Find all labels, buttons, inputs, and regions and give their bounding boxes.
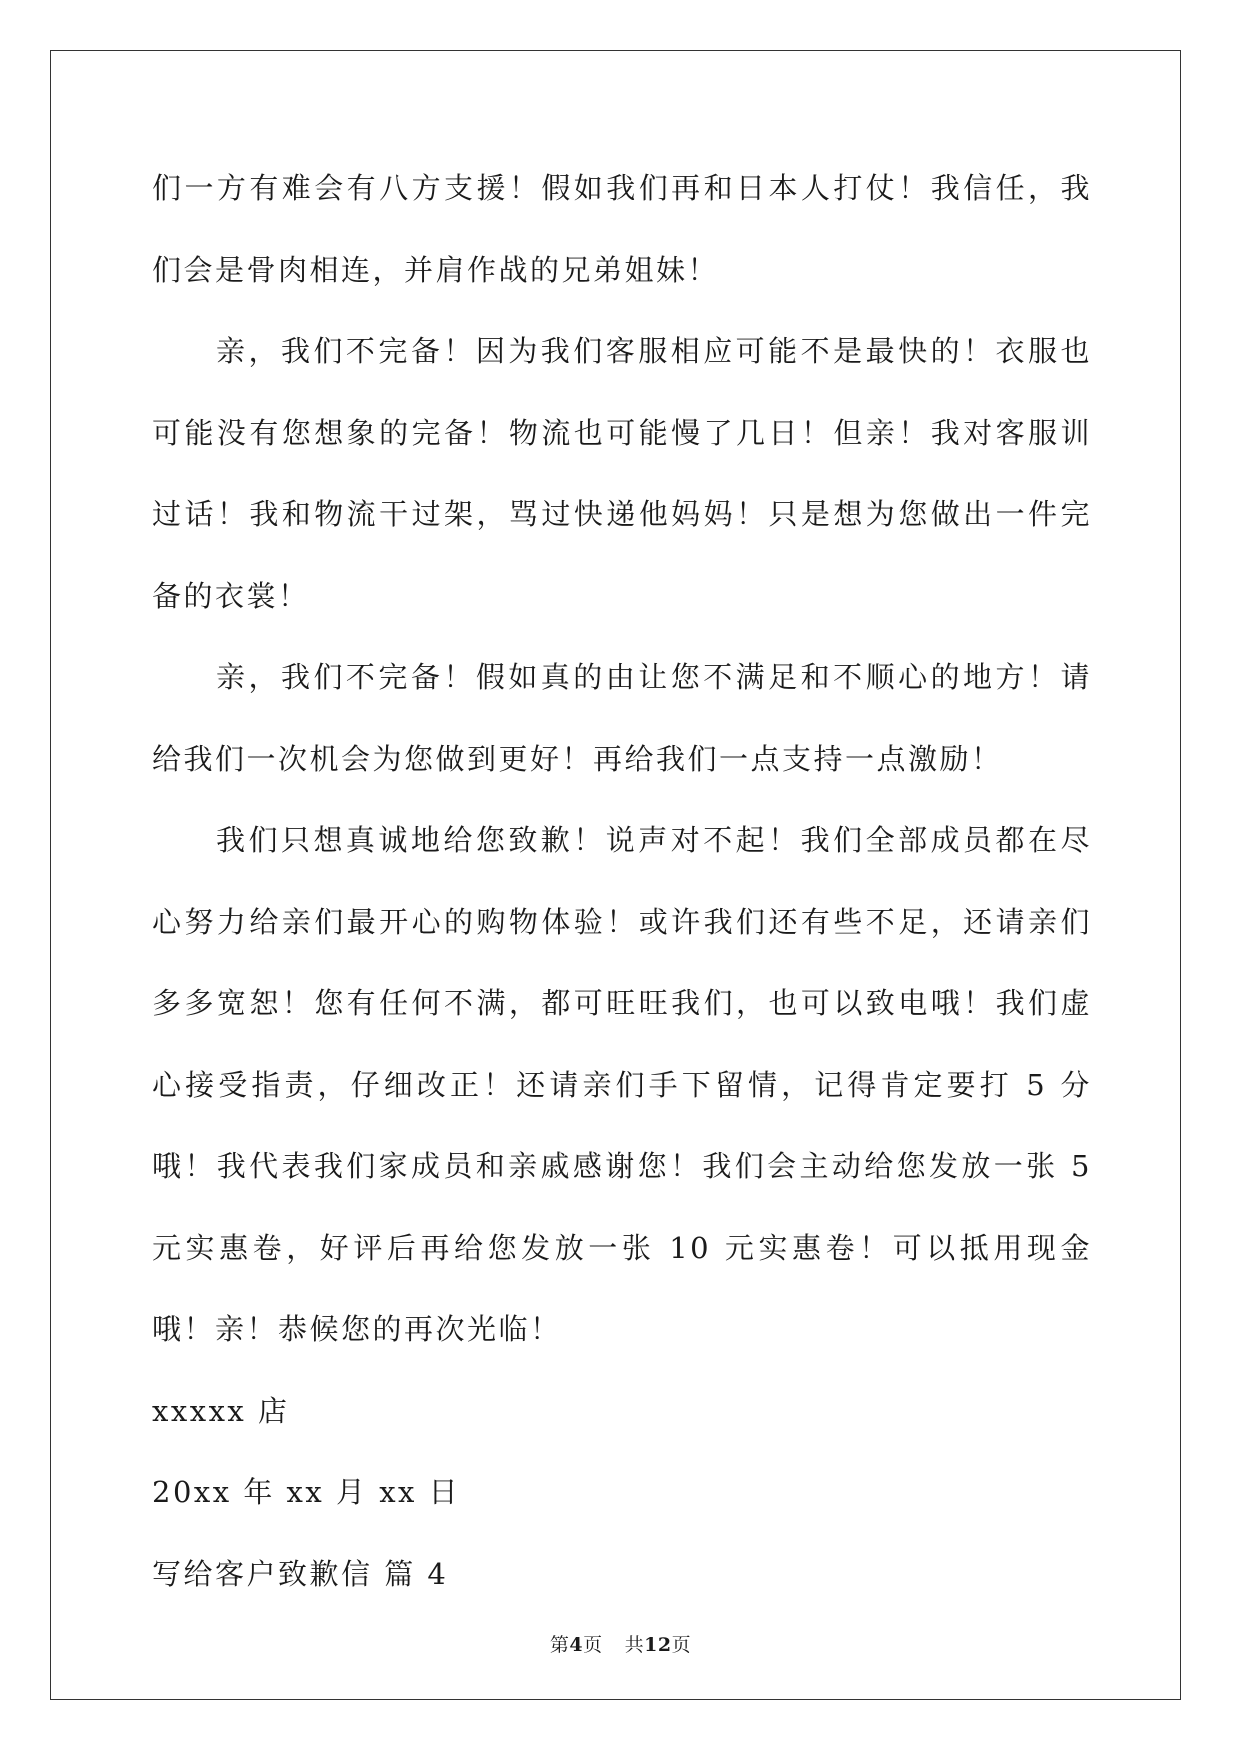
signature-date: 20xx 年 xx 月 xx 日 bbox=[152, 1475, 461, 1509]
signature-store: xxxxx 店 bbox=[152, 1393, 290, 1428]
footer-total-suffix: 页 bbox=[671, 1634, 692, 1656]
footer-total-prefix: 共 bbox=[624, 1634, 645, 1656]
paragraph-1: 们一方有难会有八方支援！假如我们再和日本人打仗！我信任，我们会是骨肉相连，并肩作战的兄弟姐妹！ bbox=[152, 171, 1092, 287]
paragraph-2: 亲，我们不完备！因为我们客服相应可能不是最快的！衣服也可能没有您想象的完备！物流也可能慢了几日！但亲！我对客服训过话！我和物流干过架，骂过快递他妈妈！只是想为您做出一件完备的衣裳！ bbox=[152, 334, 1092, 613]
document-body bbox=[152, 148, 1092, 1615]
page-footer bbox=[0, 1630, 1241, 1657]
footer-prefix: 第 bbox=[549, 1634, 570, 1656]
section-heading: 写给客户致歉信 篇 4 bbox=[152, 1556, 449, 1591]
paragraph-4: 我们只想真诚地给您致歉！说声对不起！我们全部成员都在尽心努力给亲们最开心的购物体验！或许我们还有些不足，还请亲们多多宽恕！您有任何不满，都可旺旺我们，也可以致电哦！我们虚心接受指责，仔细改正！还请亲们手下留情，记得肯定要打 5 分哦！我代表我们家成员和亲戚感谢您！我们会主动给您发放一张 5 元实惠卷，好评后再给您发放一张 10 元实惠卷！可以抵用现金哦！亲！恭候您的再次光临！ bbox=[152, 823, 1092, 1346]
footer-page-number: 4 bbox=[569, 1634, 584, 1656]
footer-total-pages: 12 bbox=[644, 1634, 672, 1656]
paragraph-3: 亲，我们不完备！假如真的由让您不满足和不顺心的地方！请给我们一次机会为您做到更好！再给我们一点支持一点激励！ bbox=[152, 660, 1092, 776]
footer-page-suffix: 页 bbox=[583, 1634, 603, 1656]
